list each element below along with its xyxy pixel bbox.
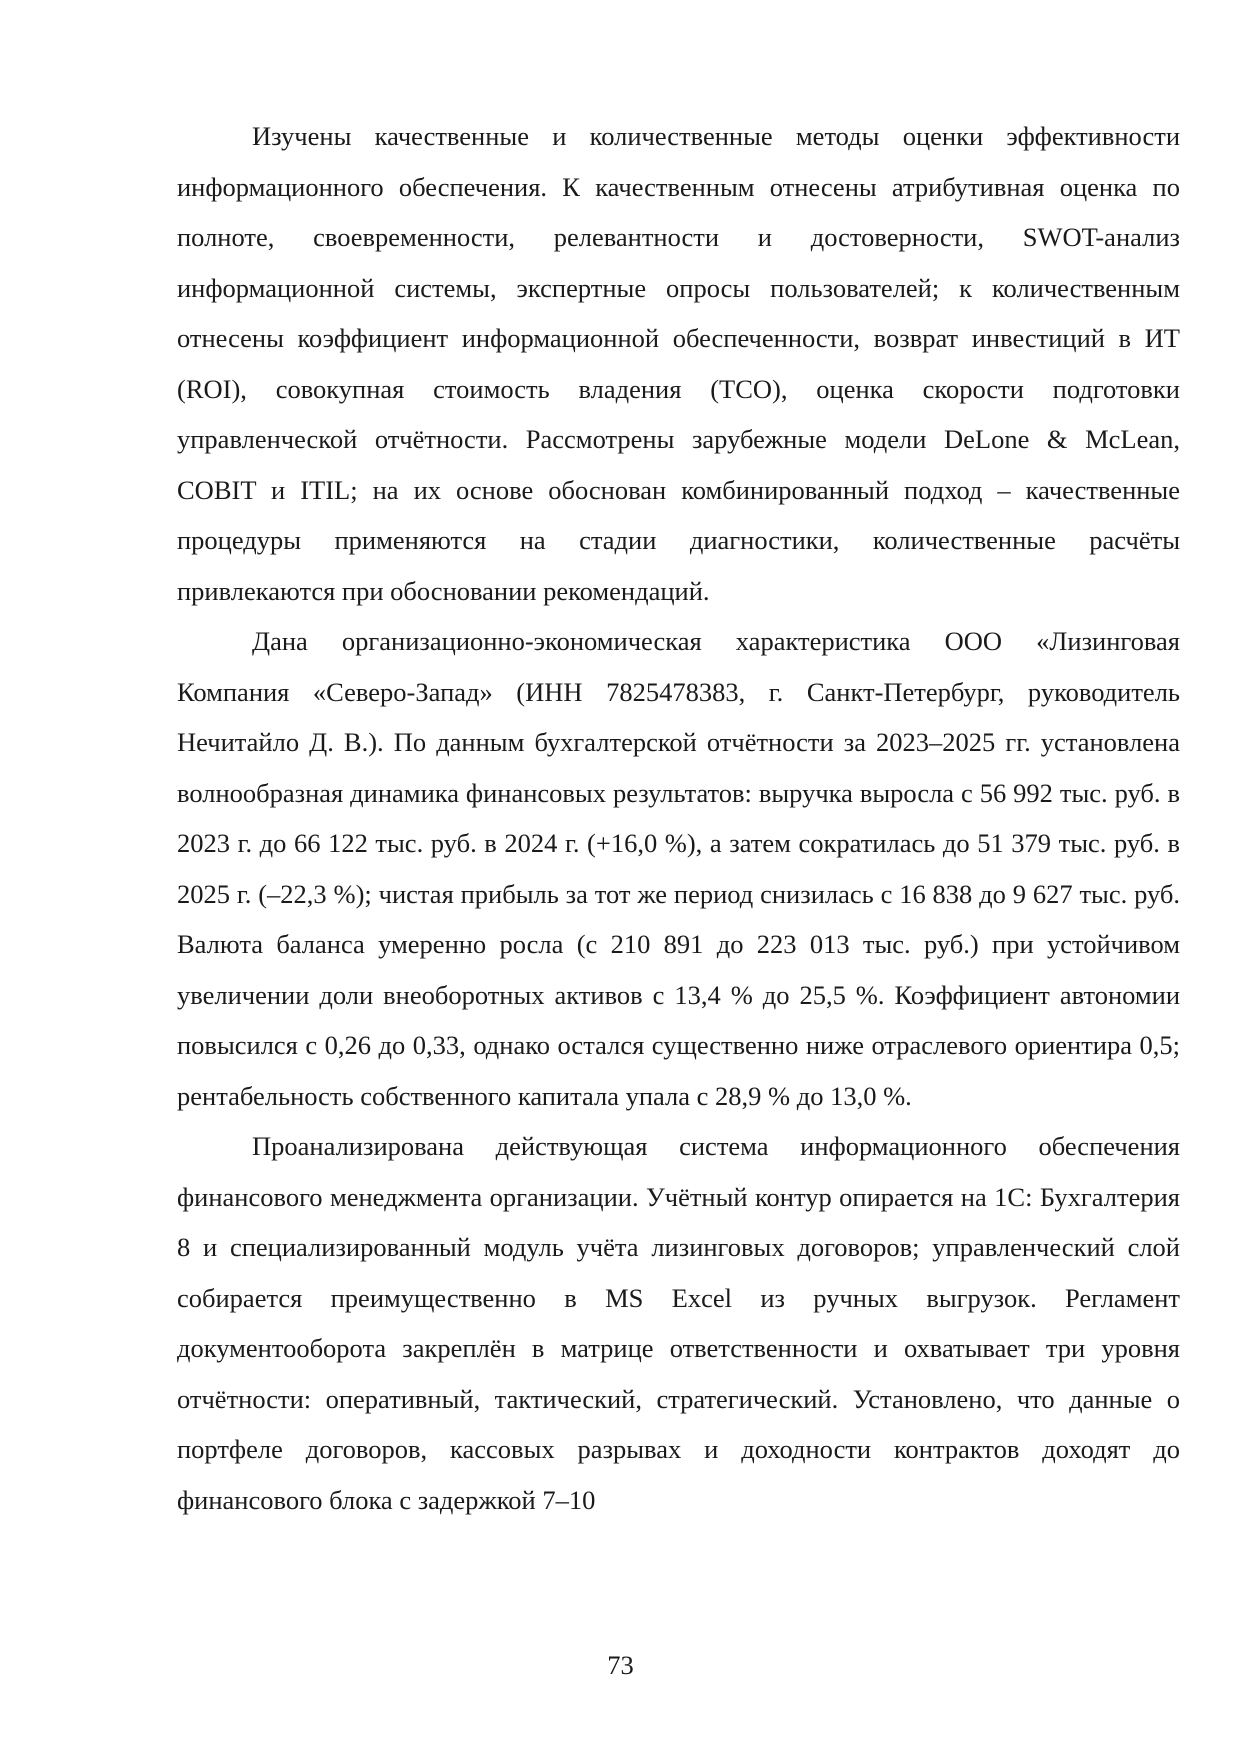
paragraph-information-system-analysis: Проанализирована действующая система информационного обеспечения финансового менеджмента организации. Учётный контур опирается на 1С: Бухгалтерия 8 и специализированный модуль учёта лизинговых договоров; управленческий слой собирается преимущественно в MS Excel из ручных выгрузок. Регламент документооборота закреплён в матрице ответственности и охватывает три уровня отчётности: оперативный, тактический, стратегический. Установлено, что данные о портфеле договоров, кассовых разрывах и доходности контрактов доходят до финансового блока с задержкой 7–10 <box>177 1131 1180 1515</box>
page-number: 73 <box>607 1650 634 1680</box>
paragraph-evaluation-methods: Изучены качественные и количественные методы оценки эффективности информационного обеспечения. К качественным отнесены атрибутивная оценка по полноте, своевременности, релевантности и достоверности, SWOT-анализ информационной системы, экспертные опросы пользователей; к количественным отнесены коэффициент информационной обеспеченности, возврат инвестиций в ИТ (ROI), совокупная стоимость владения (TCO), оценка скорости подготовки управленческой отчётности. Рассмотрены зарубежные модели DeLone & McLean, COBIT и ITIL; на их основе обоснован комбинированный подход – качественные процедуры применяются на стадии диагностики, количественные расчёты привлекаются при обосновании рекомендаций. <box>177 121 1180 606</box>
paragraph-company-characteristics: Дана организационно-экономическая характеристика ООО «Лизинговая Компания «Северо-Запад» (ИНН 7825478383, г. Санкт-Петербург, руководитель Нечитайло Д. В.). По данным бухгалтерской отчётности за 2023–2025 гг. установлена волнообразная динамика финансовых результатов: выручка выросла с 56 992 тыс. руб. в 2023 г. до 66 122 тыс. руб. в 2024 г. (+16,0 %), а затем сократилась до 51 379 тыс. руб. в 2025 г. (–22,3 %); чистая прибыль за тот же период снизилась с 16 838 до 9 627 тыс. руб. Валюта баланса умеренно росла (с 210 891 до 223 013 тыс. руб.) при устойчивом увеличении доли внеоборотных активов с 13,4 % до 25,5 %. Коэффициент автономии повысился с 0,26 до 0,33, однако остался существенно ниже отраслевого ориентира 0,5; рентабельность собственного капитала упала с 28,9 % до 13,0 %. <box>177 626 1180 1111</box>
body-text <box>177 111 1180 1525</box>
